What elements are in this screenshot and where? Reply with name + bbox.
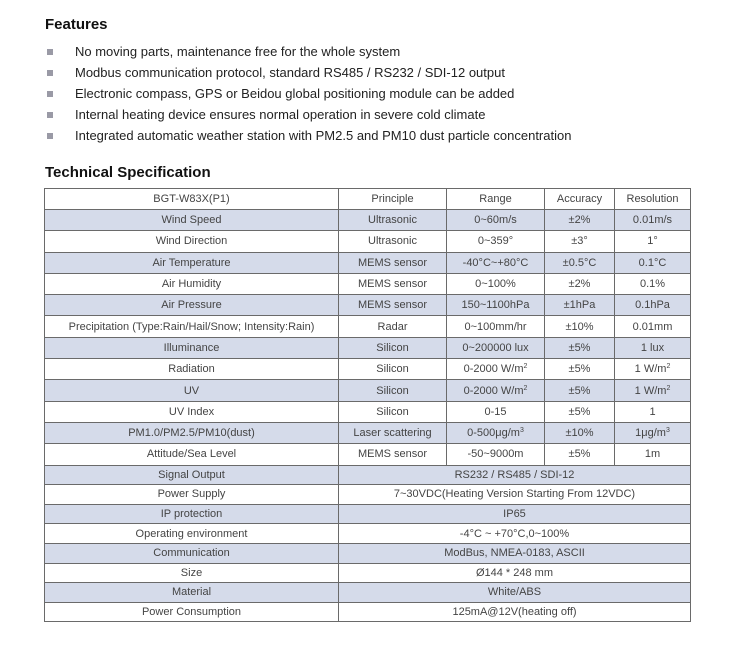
cell-principle: Ultrasonic — [339, 210, 447, 231]
square-bullet-icon — [47, 70, 53, 76]
cell-param: UV — [45, 380, 339, 401]
cell-param: Air Temperature — [45, 252, 339, 273]
cell-accuracy: ±2% — [545, 273, 615, 294]
cell-resolution: 1 — [615, 401, 691, 422]
cell-range: 0~100% — [447, 273, 545, 294]
cell-accuracy: ±1hPa — [545, 295, 615, 316]
range-exponent: 2 — [523, 384, 528, 392]
square-bullet-icon — [47, 112, 53, 118]
cell-accuracy: ±5% — [545, 337, 615, 358]
cell-accuracy: ±5% — [545, 401, 615, 422]
feature-text: No moving parts, maintenance free for the whole system — [75, 44, 401, 59]
table-row — [45, 543, 691, 563]
header-resolution: Resolution — [615, 189, 691, 210]
resolution-text: 1μg/m — [635, 427, 666, 440]
cell-principle: Radar — [339, 316, 447, 337]
cell-principle: Laser scattering — [339, 422, 447, 443]
cell-resolution: 0.01m/s — [615, 210, 691, 231]
resolution-exponent: 2 — [666, 384, 671, 392]
table-row — [45, 273, 691, 294]
cell-param: Communication — [45, 543, 339, 563]
cell-range: 0~100mm/hr — [447, 316, 545, 337]
cell-principle: MEMS sensor — [339, 273, 447, 294]
feature-text: Integrated automatic weather station with PM2.5 and PM10 dust particle concentration — [75, 128, 572, 143]
cell-resolution — [615, 380, 691, 401]
table-row — [45, 485, 691, 505]
header-model: BGT-W83X(P1) — [45, 189, 339, 210]
cell-accuracy: ±10% — [545, 316, 615, 337]
cell-resolution — [615, 359, 691, 380]
cell-value: Ø144 * 248 mm — [339, 563, 691, 583]
cell-param: IP protection — [45, 504, 339, 524]
table-row — [45, 337, 691, 358]
cell-principle: Silicon — [339, 337, 447, 358]
cell-param: Wind Speed — [45, 210, 339, 231]
feature-text: Internal heating device ensures normal operation in severe cold climate — [75, 107, 486, 122]
cell-principle: Silicon — [339, 359, 447, 380]
table-row — [45, 602, 691, 622]
cell-param: Precipitation (Type:Rain/Hail/Snow; Intensity:Rain) — [45, 316, 339, 337]
table-row — [45, 583, 691, 603]
range-text: 0-2000 W/m — [463, 384, 524, 397]
header-range: Range — [447, 189, 545, 210]
cell-range: 0-15 — [447, 401, 545, 422]
resolution-exponent: 2 — [666, 363, 671, 371]
table-row — [45, 465, 691, 485]
square-bullet-icon — [47, 49, 53, 55]
cell-value: White/ABS — [339, 583, 691, 603]
table-row — [45, 401, 691, 422]
cell-resolution: 1m — [615, 444, 691, 465]
cell-resolution: 0.01mm — [615, 316, 691, 337]
cell-accuracy: ±5% — [545, 444, 615, 465]
table-row — [45, 252, 691, 273]
table-row — [45, 380, 691, 401]
cell-accuracy: ±3° — [545, 231, 615, 252]
table-row — [45, 295, 691, 316]
cell-range: 0~60m/s — [447, 210, 545, 231]
cell-accuracy: ±10% — [545, 422, 615, 443]
cell-value: -4°C ~ +70°C,0~100% — [339, 524, 691, 544]
features-list — [45, 41, 571, 146]
cell-value: 125mA@12V(heating off) — [339, 602, 691, 622]
table-row — [45, 210, 691, 231]
spec-heading: Technical Specification — [45, 164, 211, 181]
feature-item — [45, 83, 571, 104]
cell-resolution: 1° — [615, 231, 691, 252]
feature-item — [45, 41, 571, 62]
cell-range — [447, 422, 545, 443]
table-row — [45, 444, 691, 465]
cell-principle: MEMS sensor — [339, 444, 447, 465]
cell-range: 0~200000 lux — [447, 337, 545, 358]
cell-accuracy: ±5% — [545, 359, 615, 380]
table-row — [45, 422, 691, 443]
cell-principle: Silicon — [339, 380, 447, 401]
cell-principle: Silicon — [339, 401, 447, 422]
resolution-exponent: 3 — [665, 427, 670, 435]
header-principle: Principle — [339, 189, 447, 210]
table-row — [45, 524, 691, 544]
spec-table — [44, 188, 691, 622]
cell-range: -50~9000m — [447, 444, 545, 465]
cell-param: Attitude/Sea Level — [45, 444, 339, 465]
feature-text: Modbus communication protocol, standard RS485 / RS232 / SDI-12 output — [75, 65, 505, 80]
cell-param: Wind Direction — [45, 231, 339, 252]
feature-item — [45, 125, 571, 146]
cell-param: Radiation — [45, 359, 339, 380]
cell-param: Material — [45, 583, 339, 603]
cell-accuracy: ±5% — [545, 380, 615, 401]
cell-param: Power Supply — [45, 485, 339, 505]
cell-resolution: 0.1°C — [615, 252, 691, 273]
range-text: 0-500μg/m — [467, 427, 520, 440]
cell-value: ModBus, NMEA-0183, ASCII — [339, 543, 691, 563]
feature-item — [45, 62, 571, 83]
table-row — [45, 504, 691, 524]
table-header-row — [45, 189, 691, 210]
cell-resolution: 0.1% — [615, 273, 691, 294]
range-exponent: 3 — [519, 427, 524, 435]
cell-principle: Ultrasonic — [339, 231, 447, 252]
square-bullet-icon — [47, 133, 53, 139]
cell-range: 150~1100hPa — [447, 295, 545, 316]
cell-param: Air Pressure — [45, 295, 339, 316]
cell-param: Size — [45, 563, 339, 583]
range-text: 0-2000 W/m — [463, 363, 524, 376]
feature-text: Electronic compass, GPS or Beidou global positioning module can be added — [75, 86, 515, 101]
cell-resolution: 1 lux — [615, 337, 691, 358]
cell-accuracy: ±0.5°C — [545, 252, 615, 273]
cell-principle: MEMS sensor — [339, 252, 447, 273]
table-row — [45, 231, 691, 252]
cell-param: Air Humidity — [45, 273, 339, 294]
cell-value: IP65 — [339, 504, 691, 524]
features-heading: Features — [45, 16, 108, 33]
cell-range: -40°C~+80°C — [447, 252, 545, 273]
square-bullet-icon — [47, 91, 53, 97]
cell-range — [447, 359, 545, 380]
cell-param: Signal Output — [45, 465, 339, 485]
cell-resolution — [615, 422, 691, 443]
cell-range: 0~359° — [447, 231, 545, 252]
cell-value: 7~30VDC(Heating Version Starting From 12VDC) — [339, 485, 691, 505]
cell-accuracy: ±2% — [545, 210, 615, 231]
table-row — [45, 359, 691, 380]
resolution-text: 1 W/m — [634, 363, 667, 376]
cell-range — [447, 380, 545, 401]
cell-param: Power Consumption — [45, 602, 339, 622]
resolution-text: 1 W/m — [634, 384, 667, 397]
cell-param: Illuminance — [45, 337, 339, 358]
cell-resolution: 0.1hPa — [615, 295, 691, 316]
cell-param: Operating environment — [45, 524, 339, 544]
header-accuracy: Accuracy — [545, 189, 615, 210]
cell-principle: MEMS sensor — [339, 295, 447, 316]
feature-item — [45, 104, 571, 125]
range-exponent: 2 — [523, 363, 528, 371]
table-row — [45, 563, 691, 583]
cell-value: RS232 / RS485 / SDI-12 — [339, 465, 691, 485]
table-row — [45, 316, 691, 337]
cell-param: PM1.0/PM2.5/PM10(dust) — [45, 422, 339, 443]
cell-param: UV Index — [45, 401, 339, 422]
